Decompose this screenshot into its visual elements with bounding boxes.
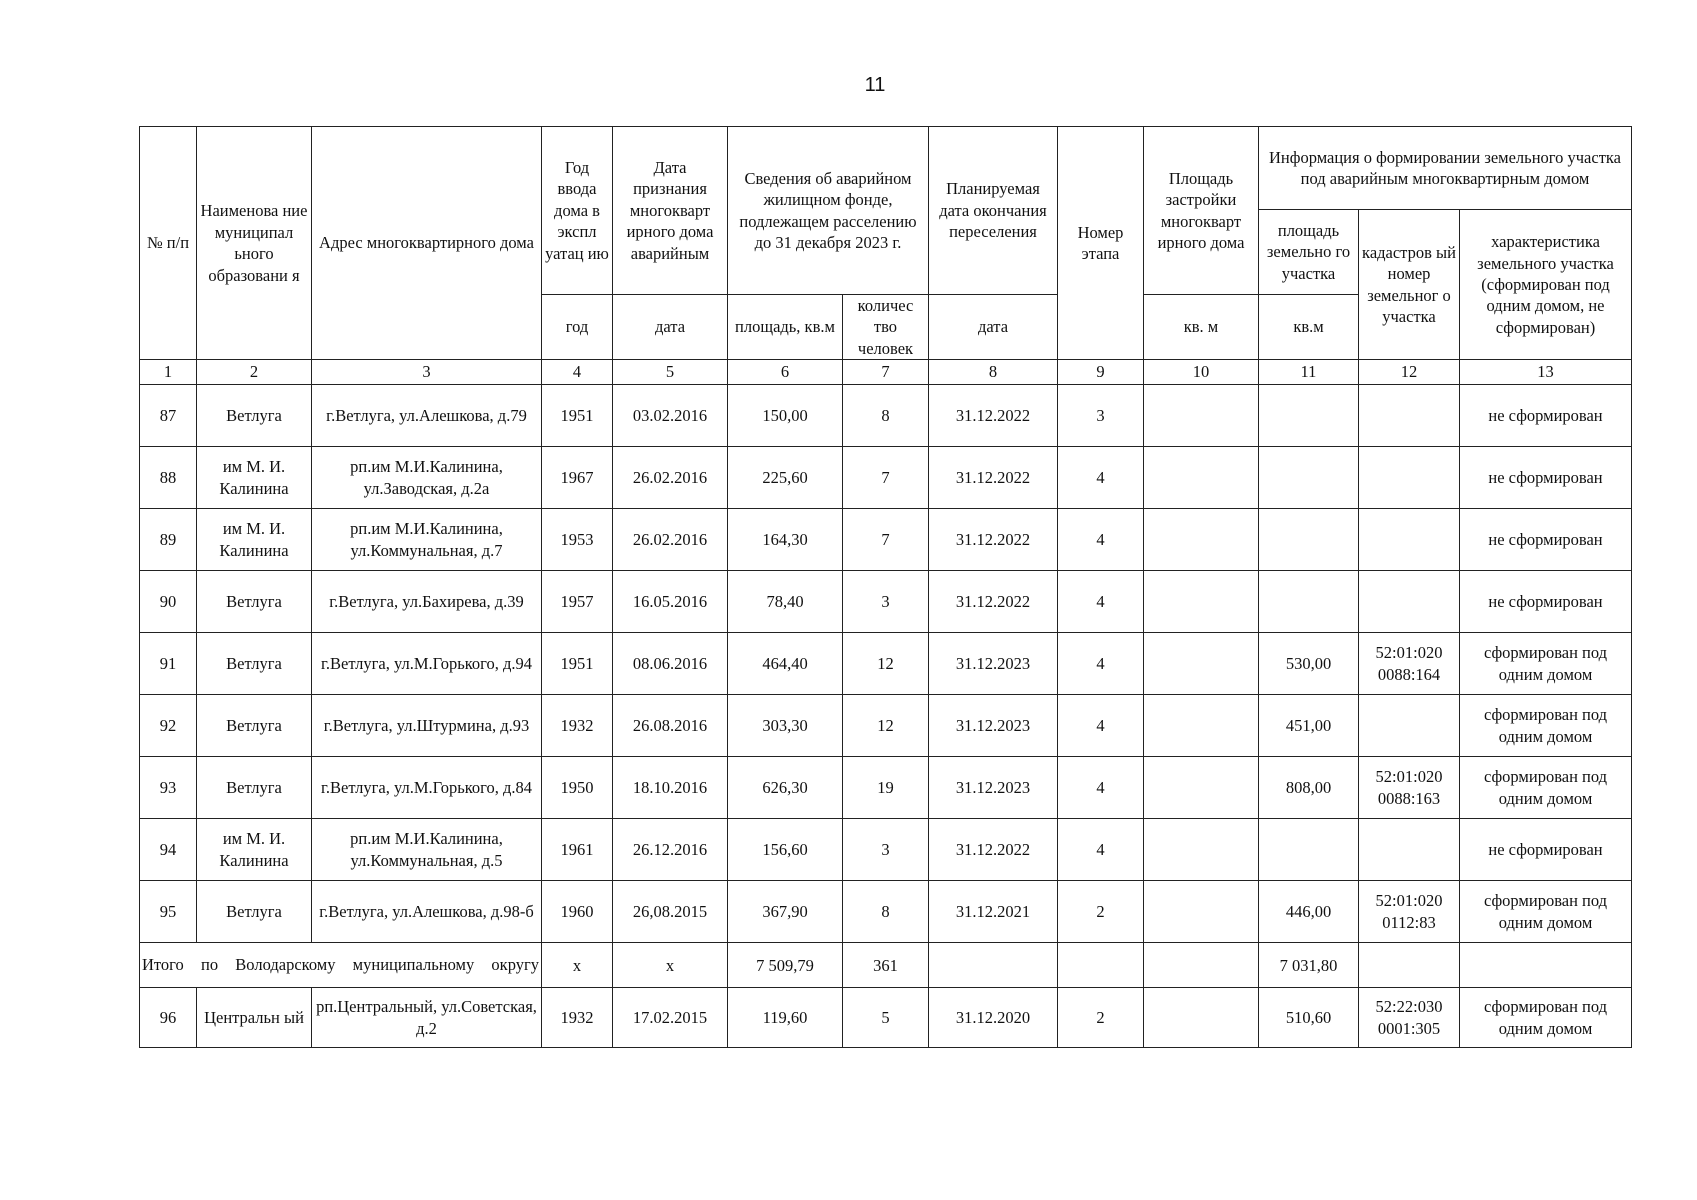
table-row (140, 757, 1632, 819)
cell-address: г.Ветлуга, ул.Алешкова, д.98-б (312, 881, 542, 943)
cell-address: рп.им М.И.Калинина, ул.Коммунальная, д.7 (312, 509, 542, 571)
cell-stage: 4 (1058, 633, 1144, 695)
cell-building-area (1144, 447, 1259, 509)
cell-people: 8 (843, 881, 929, 943)
cell-year: 1950 (542, 757, 613, 819)
cell-people: 12 (843, 633, 929, 695)
column-number: 12 (1359, 360, 1460, 385)
cell-land-char: не сформирован (1460, 447, 1632, 509)
column-number: 13 (1460, 360, 1632, 385)
total-cadastral (1359, 943, 1460, 988)
cell-land-char: сформирован под одним домом (1460, 695, 1632, 757)
cell-building-area (1144, 571, 1259, 633)
cell-num: 88 (140, 447, 197, 509)
cell-land-char: сформирован под одним домом (1460, 988, 1632, 1048)
header-planned-date: Планируемая дата окончания переселения (929, 127, 1058, 295)
cell-building-area (1144, 695, 1259, 757)
cell-municipality: Ветлуга (197, 757, 312, 819)
column-number: 2 (197, 360, 312, 385)
column-number: 9 (1058, 360, 1144, 385)
cell-cadastral: 52:22:030 0001:305 (1359, 988, 1460, 1048)
cell-num: 94 (140, 819, 197, 881)
cell-date: 16.05.2016 (613, 571, 728, 633)
cell-num: 93 (140, 757, 197, 819)
cell-people: 8 (843, 385, 929, 447)
cell-building-area (1144, 988, 1259, 1048)
cell-address: рп.им М.И.Калинина, ул.Коммунальная, д.5 (312, 819, 542, 881)
cell-address: г.Ветлуга, ул.Алешкова, д.79 (312, 385, 542, 447)
cell-area: 367,90 (728, 881, 843, 943)
cell-planned: 31.12.2023 (929, 757, 1058, 819)
cell-municipality: им М. И. Калинина (197, 447, 312, 509)
cell-area: 164,30 (728, 509, 843, 571)
column-number: 5 (613, 360, 728, 385)
header-land-char: характеристика земельного участка (сформирован под одним домом, не сформирован) (1460, 210, 1632, 360)
column-number: 11 (1259, 360, 1359, 385)
header-municipality: Наименова ние муниципал ьного образовани я (197, 127, 312, 360)
total-land-char (1460, 943, 1632, 988)
cell-date: 18.10.2016 (613, 757, 728, 819)
cell-planned: 31.12.2021 (929, 881, 1058, 943)
cell-people: 7 (843, 509, 929, 571)
cell-num: 90 (140, 571, 197, 633)
cell-land-area: 510,60 (1259, 988, 1359, 1048)
cell-stage: 4 (1058, 447, 1144, 509)
cell-stage: 4 (1058, 819, 1144, 881)
cell-land-char: сформирован под одним домом (1460, 757, 1632, 819)
cell-year: 1932 (542, 695, 613, 757)
total-row (140, 943, 1632, 988)
table-row (140, 819, 1632, 881)
total-people: 361 (843, 943, 929, 988)
header-land-info: Информация о формировании земельного участка под аварийным многоквартирным домом (1259, 127, 1632, 210)
table-row (140, 988, 1632, 1048)
cell-area: 156,60 (728, 819, 843, 881)
cell-land-area (1259, 447, 1359, 509)
cell-stage: 4 (1058, 509, 1144, 571)
header-unit-date: дата (613, 295, 728, 360)
cell-cadastral (1359, 385, 1460, 447)
cell-municipality: им М. И. Калинина (197, 509, 312, 571)
header-recognition-date: Дата признания многокварт ирного дома аварийным (613, 127, 728, 295)
cell-num: 91 (140, 633, 197, 695)
cell-municipality: Центральн ый (197, 988, 312, 1048)
total-land-area: 7 031,80 (1259, 943, 1359, 988)
cell-area: 303,30 (728, 695, 843, 757)
cell-land-area (1259, 819, 1359, 881)
cell-municipality: Ветлуга (197, 385, 312, 447)
cell-cadastral (1359, 509, 1460, 571)
cell-planned: 31.12.2020 (929, 988, 1058, 1048)
total-planned (929, 943, 1058, 988)
cell-address: г.Ветлуга, ул.Бахирева, д.39 (312, 571, 542, 633)
column-number: 8 (929, 360, 1058, 385)
header-year: Год ввода дома в экспл уатац ию (542, 127, 613, 295)
total-date: х (613, 943, 728, 988)
cell-area: 78,40 (728, 571, 843, 633)
cell-planned: 31.12.2023 (929, 695, 1058, 757)
cell-cadastral (1359, 695, 1460, 757)
cell-planned: 31.12.2022 (929, 509, 1058, 571)
cell-date: 26,08.2015 (613, 881, 728, 943)
header-unit-date2: дата (929, 295, 1058, 360)
cell-building-area (1144, 757, 1259, 819)
cell-area: 626,30 (728, 757, 843, 819)
header-unit-sqm: кв. м (1144, 295, 1259, 360)
cell-address: г.Ветлуга, ул.М.Горького, д.84 (312, 757, 542, 819)
table-row (140, 571, 1632, 633)
cell-cadastral: 52:01:020 0088:164 (1359, 633, 1460, 695)
cell-stage: 3 (1058, 385, 1144, 447)
cell-planned: 31.12.2022 (929, 571, 1058, 633)
cell-planned: 31.12.2022 (929, 447, 1058, 509)
table-row (140, 509, 1632, 571)
total-area: 7 509,79 (728, 943, 843, 988)
page-number: 11 (864, 74, 886, 96)
cell-land-area: 808,00 (1259, 757, 1359, 819)
cell-people: 7 (843, 447, 929, 509)
cell-people: 12 (843, 695, 929, 757)
cell-area: 119,60 (728, 988, 843, 1048)
cell-municipality: Ветлуга (197, 633, 312, 695)
cell-address: г.Ветлуга, ул.Штурмина, д.93 (312, 695, 542, 757)
cell-cadastral (1359, 819, 1460, 881)
cell-land-area (1259, 571, 1359, 633)
cell-year: 1960 (542, 881, 613, 943)
column-number: 6 (728, 360, 843, 385)
cell-num: 95 (140, 881, 197, 943)
cell-num: 92 (140, 695, 197, 757)
header-unit-area: площадь, кв.м (728, 295, 843, 360)
cell-planned: 31.12.2022 (929, 819, 1058, 881)
cell-date: 17.02.2015 (613, 988, 728, 1048)
cell-area: 464,40 (728, 633, 843, 695)
cell-land-char: не сформирован (1460, 509, 1632, 571)
cell-date: 26.02.2016 (613, 447, 728, 509)
cell-address: рп.Центральный, ул.Советская, д.2 (312, 988, 542, 1048)
table-row (140, 385, 1632, 447)
cell-date: 03.02.2016 (613, 385, 728, 447)
header-fund-info: Сведения об аварийном жилищном фонде, подлежащем расселению до 31 декабря 2023 г. (728, 127, 929, 295)
cell-land-area: 530,00 (1259, 633, 1359, 695)
cell-cadastral (1359, 571, 1460, 633)
cell-land-area: 446,00 (1259, 881, 1359, 943)
cell-people: 3 (843, 819, 929, 881)
cell-year: 1932 (542, 988, 613, 1048)
cell-land-char: сформирован под одним домом (1460, 881, 1632, 943)
table-row (140, 633, 1632, 695)
cell-date: 26.12.2016 (613, 819, 728, 881)
header-building-area: Площадь застройки многокварт ирного дома (1144, 127, 1259, 295)
cell-land-char: сформирован под одним домом (1460, 633, 1632, 695)
cell-cadastral: 52:01:020 0088:163 (1359, 757, 1460, 819)
cell-planned: 31.12.2022 (929, 385, 1058, 447)
total-label: Итого по Володарскому муниципальному округу (140, 943, 542, 988)
cell-stage: 4 (1058, 757, 1144, 819)
cell-num: 96 (140, 988, 197, 1048)
cell-year: 1957 (542, 571, 613, 633)
cell-stage: 2 (1058, 988, 1144, 1048)
header-cadastral: кадастров ый номер земельног о участка (1359, 210, 1460, 360)
resettlement-table (139, 126, 1632, 1048)
cell-building-area (1144, 509, 1259, 571)
cell-land-char: не сформирован (1460, 385, 1632, 447)
total-building-area (1144, 943, 1259, 988)
header-land-area: площадь земельно го участка (1259, 210, 1359, 295)
cell-stage: 4 (1058, 695, 1144, 757)
cell-year: 1951 (542, 385, 613, 447)
cell-building-area (1144, 819, 1259, 881)
cell-planned: 31.12.2023 (929, 633, 1058, 695)
cell-stage: 2 (1058, 881, 1144, 943)
cell-date: 08.06.2016 (613, 633, 728, 695)
cell-year: 1967 (542, 447, 613, 509)
cell-stage: 4 (1058, 571, 1144, 633)
header-stage: Номер этапа (1058, 127, 1144, 360)
cell-cadastral: 52:01:020 0112:83 (1359, 881, 1460, 943)
header-num: № п/п (140, 127, 197, 360)
cell-num: 87 (140, 385, 197, 447)
cell-municipality: Ветлуга (197, 571, 312, 633)
cell-date: 26.02.2016 (613, 509, 728, 571)
cell-land-char: не сформирован (1460, 819, 1632, 881)
column-number: 7 (843, 360, 929, 385)
cell-year: 1951 (542, 633, 613, 695)
cell-land-area: 451,00 (1259, 695, 1359, 757)
header-unit-sqm2: кв.м (1259, 295, 1359, 360)
cell-building-area (1144, 881, 1259, 943)
cell-people: 19 (843, 757, 929, 819)
header-unit-year: год (542, 295, 613, 360)
cell-municipality: Ветлуга (197, 881, 312, 943)
cell-municipality: им М. И. Калинина (197, 819, 312, 881)
column-number: 3 (312, 360, 542, 385)
cell-address: рп.им М.И.Калинина, ул.Заводская, д.2а (312, 447, 542, 509)
cell-building-area (1144, 633, 1259, 695)
table-row (140, 447, 1632, 509)
header-unit-people: количес тво человек (843, 295, 929, 360)
cell-year: 1961 (542, 819, 613, 881)
table-row (140, 881, 1632, 943)
total-year: х (542, 943, 613, 988)
cell-land-area (1259, 385, 1359, 447)
column-number: 4 (542, 360, 613, 385)
column-number: 10 (1144, 360, 1259, 385)
column-number: 1 (140, 360, 197, 385)
cell-land-char: не сформирован (1460, 571, 1632, 633)
cell-num: 89 (140, 509, 197, 571)
table-row (140, 695, 1632, 757)
cell-date: 26.08.2016 (613, 695, 728, 757)
cell-address: г.Ветлуга, ул.М.Горького, д.94 (312, 633, 542, 695)
cell-year: 1953 (542, 509, 613, 571)
cell-people: 5 (843, 988, 929, 1048)
cell-land-area (1259, 509, 1359, 571)
cell-cadastral (1359, 447, 1460, 509)
cell-people: 3 (843, 571, 929, 633)
cell-building-area (1144, 385, 1259, 447)
header-address: Адрес многоквартирного дома (312, 127, 542, 360)
cell-area: 225,60 (728, 447, 843, 509)
cell-area: 150,00 (728, 385, 843, 447)
cell-municipality: Ветлуга (197, 695, 312, 757)
total-stage (1058, 943, 1144, 988)
